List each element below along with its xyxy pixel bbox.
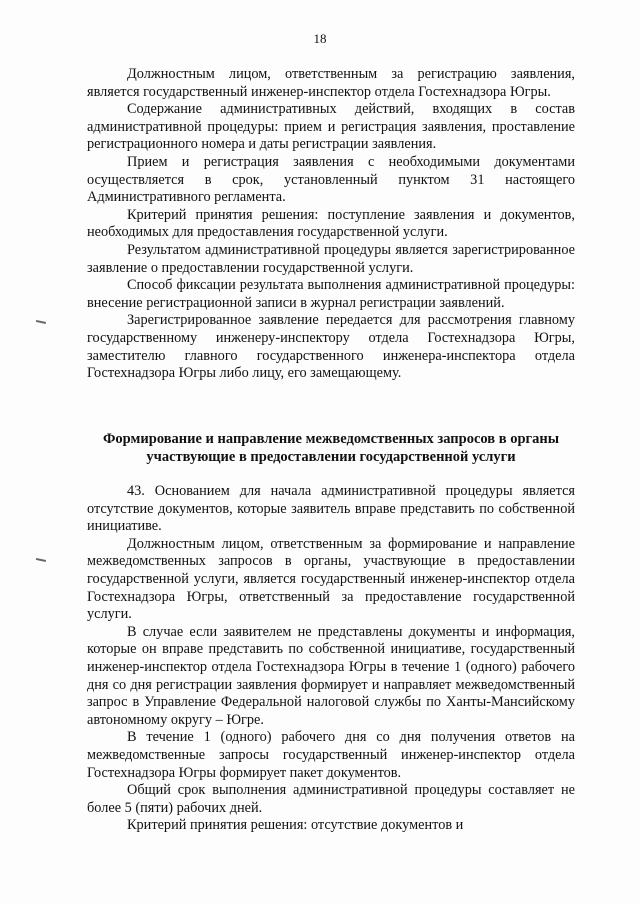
paragraph: Способ фиксации результата выполнения административной процедуры: внесение регистрационной записи в журнал регистрации заявлений. <box>87 277 575 311</box>
top-text-block <box>87 66 575 383</box>
paragraph: Зарегистрированное заявление передается для рассмотрения главному государственному инженеру-инспектору отдела Гостехнадзора Югры, заместителю главного государственного инженера-инспектора отдела Гостехнадзора Югры либо лицу, его замещающему. <box>87 312 575 382</box>
bottom-text-block <box>87 483 575 835</box>
paragraph: Критерий принятия решения: отсутствие документов и <box>127 817 464 834</box>
paragraph: Критерий принятия решения: поступление заявления и документов, необходимых для предоставления государственной услуги. <box>87 206 575 241</box>
paragraph: Результатом административной процедуры является зарегистрированное заявление о предоставлении государственной услуги. <box>87 241 575 276</box>
page-number: 18 <box>313 31 327 46</box>
paragraph: В случае если заявителем не представлены документы и информация, которые он вправе представить по собственной инициативе, государственный инженер-инспектор отдела Гостехнадзора Югры в течение 1 (одного) рабочего дня со дня регистрации заявления формирует и направляет межведомственный запрос в Управление Федеральной налоговой службы по Ханты-Мансийскому автономному округу – Югре. <box>87 623 575 728</box>
paragraph: В течение 1 (одного) рабочего дня со дня получения ответов на межведомственные запросы государственный инженер-инспектор отдела Гостехнадзора Югры формирует пакет документов. <box>87 729 575 781</box>
paragraph: 43. Основанием для начала административной процедуры является отсутствие документов, которые заявитель вправе представить по собственной инициативе. <box>87 483 575 535</box>
section-heading: Формирование и направление межведомственных запросов в органы участвующие в предоставлении государственной услуги <box>102 431 560 465</box>
scan-artifact-mark <box>36 558 46 562</box>
paragraph: Прием и регистрация заявления с необходимыми документами осуществляется в срок, установленный пунктом 31 настоящего Административного регламента. <box>87 153 575 206</box>
scan-artifact-mark <box>36 320 46 324</box>
paragraph: Должностным лицом, ответственным за регистрацию заявления, является государственный инженер-инспектор отдела Гостехнадзора Югры. <box>87 66 575 100</box>
paragraph: Содержание административных действий, входящих в состав административной процедуры: прием и регистрация заявления, проставление регистрационного номера и даты регистрации заявления. <box>87 101 575 153</box>
paragraph: Должностным лицом, ответственным за формирование и направление межведомственных запросов в органы, участвующие в предоставлении государственной услуги, является государственный инженер-инспектор отдела Гостехнадзора Югры, ответственный за предоставление государственной услуги. <box>87 535 575 623</box>
paragraph: Общий срок выполнения административной процедуры составляет не более 5 (пяти) рабочих дней. <box>87 782 575 816</box>
